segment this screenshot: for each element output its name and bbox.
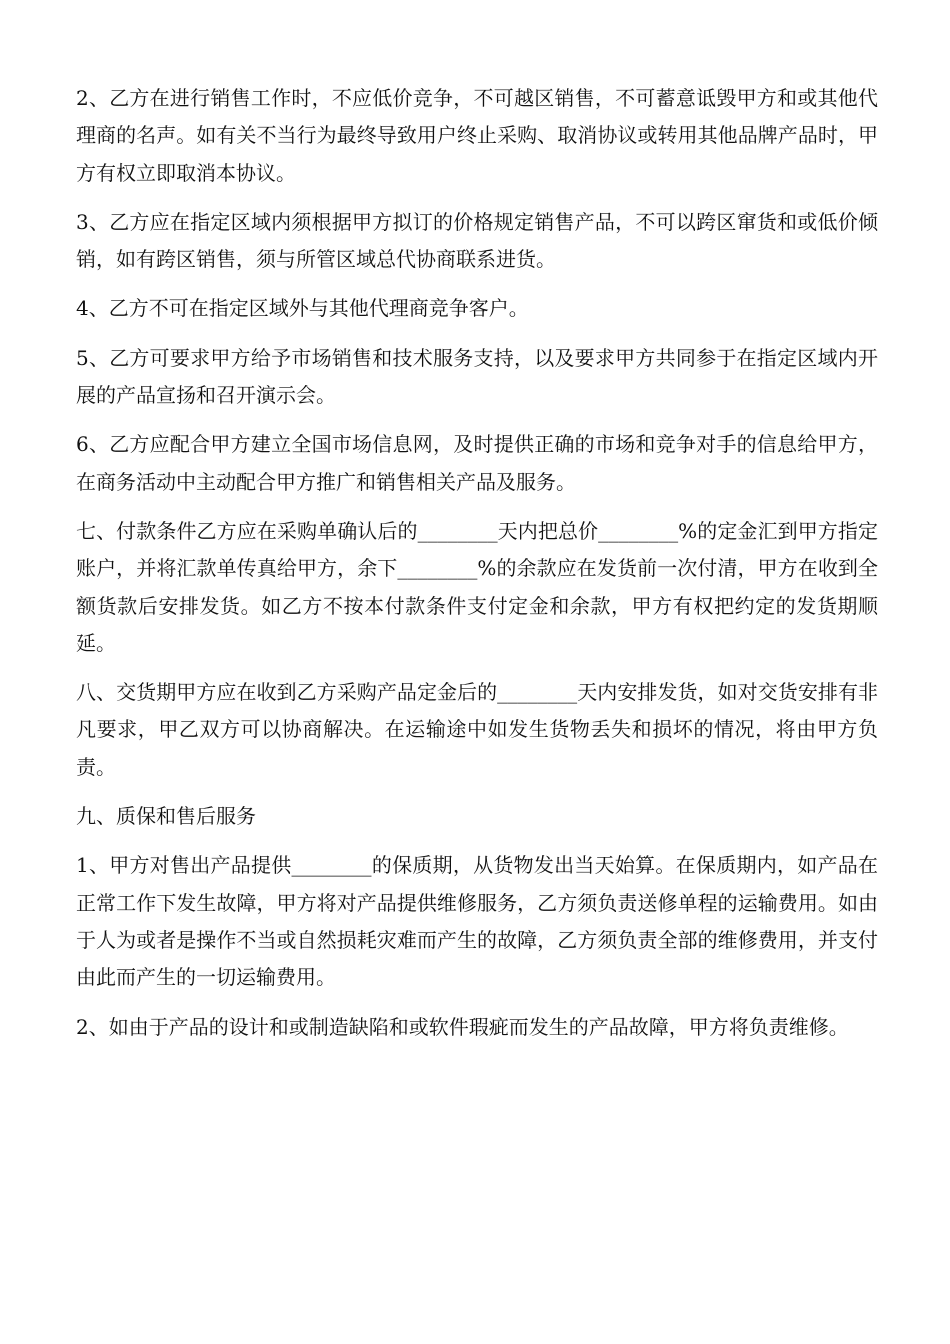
paragraph-delivery-terms: 八、交货期甲方应在收到乙方采购产品定金后的________天内安排发货，如对交货安排有非凡要求，甲乙双方可以协商解决。在运输途中如发生货物丢失和损坏的情况，将由甲方负责。 bbox=[76, 680, 878, 779]
paragraph-payment-terms: 七、付款条件乙方应在采购单确认后的________天内把总价________%的定金汇到甲方指定账户，并将汇款单传真给甲方，余下________%的余款应在发货前一次付清，甲方在收到全额货款后安排发货。如乙方不按本付款条件支付定金和余款，甲方有权把约定的发货期顺延。 bbox=[76, 518, 878, 655]
paragraph-warranty-2: 2、如由于产品的设计和或制造缺陷和或软件瑕疵而发生的产品故障，甲方将负责维修。 bbox=[76, 1014, 849, 1039]
paragraph-clause-5: 5、乙方可要求甲方给予市场销售和技术服务支持，以及要求甲方共同参于在指定区域内开展的产品宣扬和召开演示会。 bbox=[76, 345, 878, 408]
paragraph-clause-3: 3、乙方应在指定区域内须根据甲方拟订的价格规定销售产品，不可以跨区窜货和或低价倾销，如有跨区销售，须与所管区域总代协商联系进货。 bbox=[76, 209, 878, 272]
paragraph-warranty-1: 1、甲方对售出产品提供________的保质期，从货物发出当天始算。在保质期内，如产品在正常工作下发生故障，甲方将对产品提供维修服务，乙方须负责送修单程的运输费用。如由于人为或者是操作不当或自然损耗灾难而产生的故障，乙方须负责全部的维修费用，并支付由此而产生的一切运输费用。 bbox=[76, 853, 878, 990]
document-page bbox=[76, 80, 878, 1058]
paragraph-clause-2: 2、乙方在进行销售工作时，不应低价竞争，不可越区销售，不可蓄意诋毁甲方和或其他代理商的名声。如有关不当行为最终导致用户终止采购、取消协议或转用其他品牌产品时，甲方有权立即取消本协议。 bbox=[76, 86, 878, 185]
paragraph-clause-4: 4、乙方不可在指定区域外与其他代理商竞争客户。 bbox=[76, 296, 529, 321]
section-heading-warranty: 九、质保和售后服务 bbox=[76, 804, 256, 829]
paragraph-clause-6: 6、乙方应配合甲方建立全国市场信息网，及时提供正确的市场和竞争对手的信息给甲方，在商务活动中主动配合甲方推广和销售相关产品及服务。 bbox=[76, 432, 878, 494]
